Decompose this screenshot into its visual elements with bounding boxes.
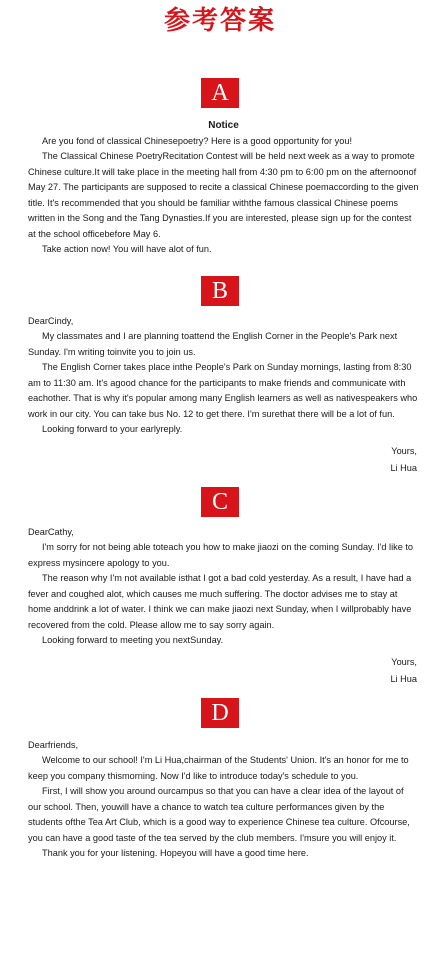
section-c-closing: Yours, [391,656,417,667]
section-d-paragraph-1: Welcome to our school! I'm Li Hua,chairman of the Students' Union. It's an honor for me to keep you company thismorning. Now I'd like to introduce today's schedule to you. [28,755,409,781]
section-b-badge-wrap [0,276,440,306]
section-c-signature: Li Hua [390,674,417,684]
section-a-paragraph-3: Take action now! You will have alot of fun. [42,244,212,254]
section-d-greeting: Dearfriends, [28,739,79,750]
section-c [0,525,440,688]
section-a [0,118,440,258]
section-b-signature: Li Hua [390,463,417,473]
section-c-greeting: DearCathy, [28,526,74,537]
section-a-badge-wrap [0,78,440,108]
section-a-paragraph-1: Are you fond of classical Chinesepoetry? Here is a good opportunity for you! [42,135,352,146]
section-c-badge: C [201,487,239,517]
section-b-paragraph-2: The English Corner takes place inthe People's Park on Sunday mornings, lasting from 8:30 am to 11:30 am. It's agood chance for the participants to make friends and communicate with eachother. That is why it's popular among many English learners as well as nativespeakers who work in our city. You can take bus No. 12 to get there. I'm surethat there will be a lot of fun. [28,362,418,419]
section-d [0,738,440,862]
section-c-paragraph-3: Looking forward to meeting you nextSunday. [42,635,224,645]
section-a-badge: A [201,78,239,108]
section-a-paragraph-2: The Classical Chinese PoetryRecitation Contest will be held next week as a way to promote Chinese culture.It will take place in the meeting hall from 4:30 pm to 6:00 pm on the afternoonof May 27. The participants are supposed to recite a classical Chinese poemaccording to the given title. It's recommended that you should be familiar withthe famous classical Chinese poems written in the Song and the Tang Dynasties.If you are interested, please sign up for the contest at the school officebefore May 6. [28,151,419,239]
section-c-paragraph-1: I'm sorry for not being able toteach you how to make jiaozi on the coming Sunday. I'd like to express mysincere apology to you. [28,542,414,568]
section-b-paragraph-1: My classmates and I are planning toattend the English Corner in the People's Park next Sunday. I'm writing toinvite you to join us. [28,331,398,357]
section-d-paragraph-3: Thank you for your listening. Hopeyou will have a good time here. [42,848,309,858]
section-c-badge-wrap [0,487,440,517]
section-b-closing: Yours, [391,445,417,456]
notice-heading: Notice [208,120,239,131]
section-b-greeting: DearCindy, [28,315,74,326]
section-d-badge: D [201,698,239,728]
section-b-paragraph-3: Looking forward to your earlyreply. [42,424,183,434]
page-title: 参考答案 [163,6,276,36]
section-d-paragraph-2: First, I will show you around ourcampus so that you can have a clear idea of the layout of our school. Then, youwill have a chance to watch tea culture performances given by the students ofthe Tea Art Club, which is a good way to experience Chinese tea culture. Ofcourse, you can have a good taste of the tea served by the club members. I'msure you will enjoy it. [28,786,410,843]
section-d-badge-wrap [0,698,440,728]
section-b [0,314,440,477]
section-c-paragraph-2: The reason why I'm not available isthat I got a bad cold yesterday. As a result, I have had a fever and coughed alot, which causes me much suffering. The doctor advises me to stay at home anddrink a lot of water. I think we can make jiaozi next Sunday, when I willprobably have recovered from the cold. Please allow me to say sorry again. [28,573,412,630]
section-b-badge: B [201,276,239,306]
